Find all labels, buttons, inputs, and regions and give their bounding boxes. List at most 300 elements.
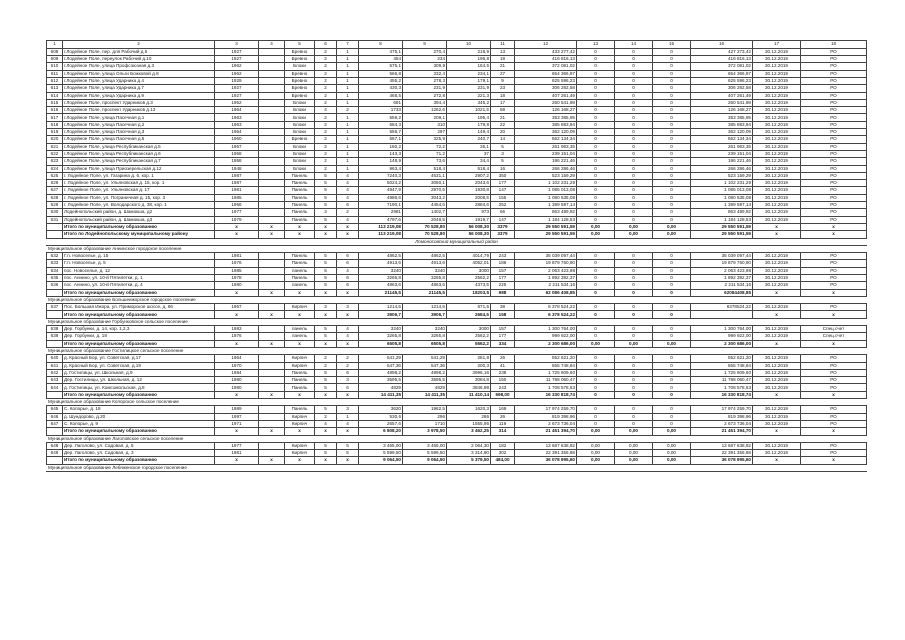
table-cell: 18	[491, 92, 515, 99]
table-cell: Бревно	[285, 56, 315, 63]
table-cell: x	[337, 223, 359, 230]
table-cell: x	[285, 457, 315, 464]
table-cell: 3595,5	[403, 377, 447, 384]
header-cell: 18	[801, 41, 867, 49]
table-cell: РО	[801, 442, 867, 449]
table-cell: 0	[615, 172, 653, 179]
table-cell: 0	[615, 209, 653, 216]
table-cell: 639	[47, 333, 63, 340]
table-cell: 4863,6	[359, 282, 403, 289]
table-cell: 5	[315, 282, 337, 289]
table-cell: x	[259, 231, 285, 238]
table-cell: x	[285, 311, 315, 318]
table-cell: Панель	[285, 202, 315, 209]
table-cell	[259, 85, 285, 92]
table-cell: 1 085 013,08	[691, 187, 753, 194]
table-cell: 2 211 534,16	[515, 282, 577, 289]
table-cell: 1	[337, 129, 359, 136]
table-cell: 30.12.2019	[753, 107, 801, 114]
table-cell: 3846,98	[447, 384, 491, 391]
table-cell: x	[337, 428, 359, 435]
table-cell: x	[337, 289, 359, 296]
table-cell: 0	[577, 355, 615, 362]
table-cell: РО	[801, 143, 867, 150]
table-cell: 0	[615, 114, 653, 121]
table-row	[47, 143, 867, 150]
table-cell: 4	[315, 107, 337, 114]
table-cell: 963,4	[359, 165, 403, 172]
table-cell: x	[753, 428, 801, 435]
table-cell: 552 621,20	[515, 355, 577, 362]
table-cell: панель	[285, 282, 315, 289]
header-cell: 1	[47, 41, 63, 49]
table-cell: д. Красный Бор, ул. Советская, д.19	[63, 362, 215, 369]
table-cell: 6	[337, 202, 359, 209]
table-cell: 641	[47, 362, 63, 369]
table-cell: 646	[47, 413, 63, 420]
header-cell: 6	[315, 41, 337, 49]
table-cell: Итого по муниципальному образованию	[63, 311, 215, 318]
table-cell: 37	[447, 150, 491, 157]
table-cell: 1964	[215, 107, 259, 114]
table-cell: РО	[801, 216, 867, 223]
table-cell: 9 064,50	[403, 457, 447, 464]
table-cell: 36 039 097,44	[515, 253, 577, 260]
table-cell: 70 528,80	[403, 231, 447, 238]
table-cell: 2 211 534,16	[691, 282, 753, 289]
table-cell: x	[753, 289, 801, 296]
table-cell: 30.12.2019	[753, 209, 801, 216]
table-cell: 0	[615, 413, 653, 420]
table-cell	[259, 187, 285, 194]
table-cell: x	[337, 391, 359, 398]
table-cell: 4	[337, 333, 359, 340]
table-cell: 3050,1	[403, 180, 447, 187]
table-cell: 0	[615, 180, 653, 187]
table-cell: 26	[491, 355, 515, 362]
table-cell: 1981	[215, 450, 259, 457]
table-cell: Блоки	[285, 150, 315, 157]
table-cell: x	[753, 340, 801, 347]
table-cell: 5	[315, 326, 337, 333]
table-cell: 4862,5	[359, 253, 403, 260]
table-cell: 30.12.2019	[753, 442, 801, 449]
table-cell: 0	[577, 85, 615, 92]
table-cell: 1 725 809,60	[515, 369, 577, 376]
table-row	[47, 114, 867, 121]
table-cell: 30.12.2019	[753, 304, 801, 311]
table-cell: РО	[801, 136, 867, 143]
table-cell	[47, 311, 63, 318]
table-cell: 29 550 591,59	[691, 223, 753, 230]
table-cell: Итого по муниципальному образованию	[63, 428, 215, 435]
header-cell: 17	[753, 41, 801, 49]
table-cell: 0	[577, 311, 615, 318]
table-cell: 4862,5	[403, 253, 447, 260]
total-row	[47, 428, 867, 435]
table-cell: 1	[337, 136, 359, 143]
table-cell: 3000	[447, 267, 491, 274]
table-cell: 2 063 423,98	[691, 267, 753, 274]
table-cell: 41	[491, 362, 515, 369]
table-cell: 0	[615, 253, 653, 260]
table-cell: 0	[577, 63, 615, 70]
table-cell	[47, 457, 63, 464]
table-cell: 427 273,42	[691, 48, 753, 55]
table-cell: 353 385,95	[691, 114, 753, 121]
table-cell: 21145,5	[403, 289, 447, 296]
table-cell: панель	[285, 326, 315, 333]
total-row	[47, 391, 867, 398]
municipality-row	[47, 435, 867, 442]
table-cell: 1 184 128,53	[691, 216, 753, 223]
table-cell	[259, 384, 285, 391]
table-cell: 19 879 760,90	[691, 260, 753, 267]
table-cell: 691	[359, 99, 403, 106]
table-cell: 30.12.2019	[753, 70, 801, 77]
table-cell: 0	[653, 333, 691, 340]
table-cell: 177	[491, 180, 515, 187]
table-cell: 0	[577, 326, 615, 333]
table-cell: 0	[653, 48, 691, 55]
table-cell: 620	[47, 136, 63, 143]
table-cell: 819 398,96	[515, 413, 577, 420]
table-cell: 1 184 128,53	[515, 216, 577, 223]
table-cell: 260 541,98	[691, 99, 753, 106]
table-cell: 5	[315, 202, 337, 209]
table-cell: 30.12.2019	[753, 267, 801, 274]
table-cell: 1962	[215, 70, 259, 77]
table-cell: 0	[615, 63, 653, 70]
total-row	[47, 311, 867, 318]
table-cell: 1919,7	[447, 216, 491, 223]
table-cell: 566,8	[359, 70, 403, 77]
table-cell: РО	[801, 260, 867, 267]
table-cell: 1 102 231,29	[691, 180, 753, 187]
table-row	[47, 275, 867, 282]
table-cell	[259, 202, 285, 209]
table-cell: 0	[653, 165, 691, 172]
table-cell: 0	[577, 289, 615, 296]
table-cell: 58	[491, 107, 515, 114]
municipality-row	[47, 318, 867, 325]
table-cell: 0	[577, 275, 615, 282]
table-cell	[259, 56, 285, 63]
table-cell: 0	[615, 143, 653, 150]
municipality-name: Муниципальное образование Горбунковское сельское поселение	[47, 318, 867, 325]
table-cell: 243	[491, 384, 515, 391]
table-cell: 0,00	[615, 231, 653, 238]
table-cell: г.Лодейное Поле, переулок Рабочий д.10	[63, 56, 215, 63]
table-cell	[259, 99, 285, 106]
table-row	[47, 165, 867, 172]
table-cell: 0	[577, 253, 615, 260]
table-cell: г.Лодейное Поле, улица Ольги Божковой д.8	[63, 70, 215, 77]
table-cell: 1984	[215, 369, 259, 376]
table-cell	[259, 150, 285, 157]
table-cell: 3906,7	[403, 311, 447, 318]
table-cell: 1927	[215, 56, 259, 63]
header-cell: 13	[577, 41, 615, 49]
table-cell: 0	[615, 77, 653, 84]
table-cell: 547,36	[403, 362, 447, 369]
table-cell: 30.12.2019	[753, 114, 801, 121]
table-cell: 179,1	[447, 77, 491, 84]
header-cell: 8	[359, 41, 403, 49]
table-cell: 1 399 597,14	[515, 202, 577, 209]
table-cell: 2	[315, 165, 337, 172]
table-cell: 0	[577, 121, 615, 128]
table-cell: 555 748,84	[691, 362, 753, 369]
table-cell: 0,00	[577, 223, 615, 230]
table-row	[47, 442, 867, 449]
table-cell: 2	[315, 77, 337, 84]
table-cell: x	[801, 311, 867, 318]
table-cell: Лодейнопольский район, д. Шамокша, д3	[63, 216, 215, 223]
table-cell: 407 261,49	[515, 92, 577, 99]
table-cell: 30.12.2019	[753, 180, 801, 187]
table-cell: 5 599,50	[359, 450, 403, 457]
table-row	[47, 187, 867, 194]
table-cell: 2	[315, 63, 337, 70]
table-cell: 0	[615, 304, 653, 311]
table-cell: x	[337, 311, 359, 318]
table-cell: 270,4	[403, 48, 447, 55]
table-cell: РО	[801, 450, 867, 457]
table-cell: 2	[315, 114, 337, 121]
table-cell: 3265,8	[403, 275, 447, 282]
table-cell: 559,2	[359, 114, 403, 121]
table-cell	[259, 77, 285, 84]
table-cell: 0	[577, 267, 615, 274]
table-cell: 6	[337, 260, 359, 267]
header-cell: 14	[615, 41, 653, 49]
table-cell: 0,00	[615, 340, 653, 347]
table-cell: 5	[315, 377, 337, 384]
table-row	[47, 194, 867, 201]
table-cell: 1997	[215, 413, 259, 420]
table-cell: 0	[577, 150, 615, 157]
table-cell: 4863,6	[403, 282, 447, 289]
table-cell: 149,4	[447, 129, 491, 136]
table-cell: 629	[47, 202, 63, 209]
municipality-row	[47, 245, 867, 252]
table-cell: 5	[337, 442, 359, 449]
table-cell: 5 599,50	[403, 450, 447, 457]
table-cell: 0	[615, 406, 653, 413]
table-cell: 1970	[215, 362, 259, 369]
table-cell: 2 673 736,04	[691, 420, 753, 427]
table-cell: 2 064,30	[447, 442, 491, 449]
table-cell: РО	[801, 165, 867, 172]
table-cell: Блоки	[285, 107, 315, 114]
table-cell: 126 168,27	[691, 107, 753, 114]
table-cell: 4373,5	[447, 282, 491, 289]
table-cell: г.Лодейное Поле, проспект Ударников д.13	[63, 107, 215, 114]
table-cell: 621	[47, 143, 63, 150]
header-row	[47, 41, 867, 49]
table-cell: 416 816,13	[691, 56, 753, 63]
table-cell: 0	[615, 129, 653, 136]
total-row	[47, 231, 867, 238]
table-cell: 6	[337, 369, 359, 376]
table-cell: д. Гостилицы, ул. Школьная, д.9	[63, 369, 215, 376]
municipality-name: Муниципальное образование Копорское сельское поселение	[47, 399, 867, 406]
table-row	[47, 56, 867, 63]
table-cell: г. Лодейное Поле, ул. Володарского д. 38, кор. 1	[63, 202, 215, 209]
table-cell: РО	[801, 275, 867, 282]
table-cell: 0	[653, 377, 691, 384]
table-cell: 662 134,34	[691, 136, 753, 143]
table-cell: 1989	[215, 406, 259, 413]
table-cell: 1957	[215, 304, 259, 311]
table-row	[47, 413, 867, 420]
table-cell: 278,3	[403, 77, 447, 84]
table-cell: 30.12.2019	[753, 63, 801, 70]
table-cell: x	[285, 289, 315, 296]
table-cell: 0,00	[653, 223, 691, 230]
table-cell: 30.12.2019	[753, 420, 801, 427]
table-cell: 455,2	[359, 77, 403, 84]
table-cell: г.Лодейное Поле, улица Ударника д.7	[63, 85, 215, 92]
table-cell: РО	[801, 56, 867, 63]
table-cell: 157	[491, 267, 515, 274]
table-cell	[259, 209, 285, 216]
table-cell: г.Лодейное Поле, улица Пасечная д.5	[63, 136, 215, 143]
table-cell: 160,2	[359, 143, 403, 150]
table-cell: 73,6	[403, 158, 447, 165]
table-cell: 1	[337, 99, 359, 106]
table-cell: 0	[577, 369, 615, 376]
table-cell: 30.12.2019	[753, 253, 801, 260]
table-cell: 0	[653, 99, 691, 106]
table-cell: 4898,2	[403, 369, 447, 376]
table-cell: 5	[315, 267, 337, 274]
table-cell: 1 090 535,08	[515, 194, 577, 201]
table-cell: г. Лодейное Поле, ул. Пограничная д. 15, кор. 3	[63, 194, 215, 201]
table-cell: 0	[653, 369, 691, 376]
table-cell: 0,00	[577, 428, 615, 435]
table-cell: 638	[47, 326, 63, 333]
table-cell: 148,9	[359, 158, 403, 165]
table-cell: 22 391 356,68	[691, 450, 753, 457]
table-row	[47, 85, 867, 92]
table-cell: 2884,6	[447, 202, 491, 209]
table-cell: 66	[491, 209, 515, 216]
table-cell: 2	[315, 355, 337, 362]
table-cell: 863 489,92	[515, 209, 577, 216]
table-cell: 385 883,94	[515, 121, 577, 128]
table-cell: 0	[615, 107, 653, 114]
table-cell: 523 159,29	[515, 172, 577, 179]
table-cell: 0	[615, 150, 653, 157]
table-cell: 2008,5	[447, 194, 491, 201]
table-cell: 6	[337, 275, 359, 282]
table-cell: 0	[653, 289, 691, 296]
table-row	[47, 99, 867, 106]
table-cell: 1262,6	[403, 107, 447, 114]
table-cell: 14	[491, 136, 515, 143]
table-cell: 523 159,29	[691, 172, 753, 179]
table-cell: 72,2	[403, 143, 447, 150]
table-row	[47, 355, 867, 362]
table-cell: Бревно	[285, 92, 315, 99]
table-cell: Дер. Лаголово, ул. Садовая, д. 3	[63, 450, 215, 457]
table-cell: 0	[615, 362, 653, 369]
table-cell: 4947,9	[359, 187, 403, 194]
table-cell: панель	[285, 267, 315, 274]
table-cell: 654 366,97	[515, 70, 577, 77]
table-cell: 0	[577, 362, 615, 369]
header-cell: 3	[215, 41, 259, 49]
table-cell: 2	[337, 355, 359, 362]
municipality-row	[47, 399, 867, 406]
table-cell: 113 219,08	[359, 231, 403, 238]
table-cell: 623	[47, 158, 63, 165]
table-cell: 2684,5	[447, 311, 491, 318]
table-cell: 0	[577, 216, 615, 223]
district-name: Ломоносовский муниципальный район	[47, 238, 867, 245]
table-cell: 518,4	[447, 165, 491, 172]
municipality-name: Муниципальное образование Аннинское городское поселение	[47, 245, 867, 252]
header-cell: 10	[447, 41, 491, 49]
table-cell: 16 330 818,74	[691, 391, 753, 398]
table-cell: 0	[615, 48, 653, 55]
table-cell: 0	[577, 136, 615, 143]
table-cell: 30.12.2019	[753, 333, 801, 340]
table-cell	[259, 420, 285, 427]
table-cell: 0	[577, 143, 615, 150]
table-cell: 863 489,92	[691, 209, 753, 216]
table-row	[47, 77, 867, 84]
table-cell: Кирпич	[285, 442, 315, 449]
table-cell: 1	[337, 77, 359, 84]
table-cell: 1963	[215, 121, 259, 128]
table-cell: РО	[801, 253, 867, 260]
table-cell: 4829	[359, 384, 403, 391]
table-cell: 625 596,23	[691, 77, 753, 84]
table-cell: 36 078 995,60	[515, 457, 577, 464]
table-cell: Блоки	[285, 158, 315, 165]
table-cell	[259, 413, 285, 420]
header-cell: 15	[653, 41, 691, 49]
table-row	[47, 63, 867, 70]
table-cell: 158	[491, 311, 515, 318]
table-cell: x	[753, 223, 801, 230]
table-cell: 5024,2	[359, 180, 403, 187]
table-cell: 272,8	[403, 92, 447, 99]
header-cell: 5	[285, 41, 315, 49]
table-cell: 3	[337, 377, 359, 384]
table-cell: 21145,5	[359, 289, 403, 296]
table-cell: 0	[653, 77, 691, 84]
table-row	[47, 209, 867, 216]
table-cell: 150	[491, 377, 515, 384]
table-cell: 56 008,30	[447, 231, 491, 238]
table-cell: 56 008,30	[447, 223, 491, 230]
table-cell: 4	[337, 187, 359, 194]
municipality-name: Муниципальное образование Лаголовское сельское поселение	[47, 435, 867, 442]
table-cell: 0	[577, 158, 615, 165]
table-cell: Спец.счет	[801, 333, 867, 340]
table-row	[47, 150, 867, 157]
table-cell: 624	[47, 165, 63, 172]
table-cell: 30.12.2019	[753, 129, 801, 136]
table-cell: 17 974 259,70	[515, 406, 577, 413]
table-cell: 231,9	[447, 85, 491, 92]
table-cell: 2 300 686,00	[515, 340, 577, 347]
table-cell: 1 300 764,00	[691, 326, 753, 333]
